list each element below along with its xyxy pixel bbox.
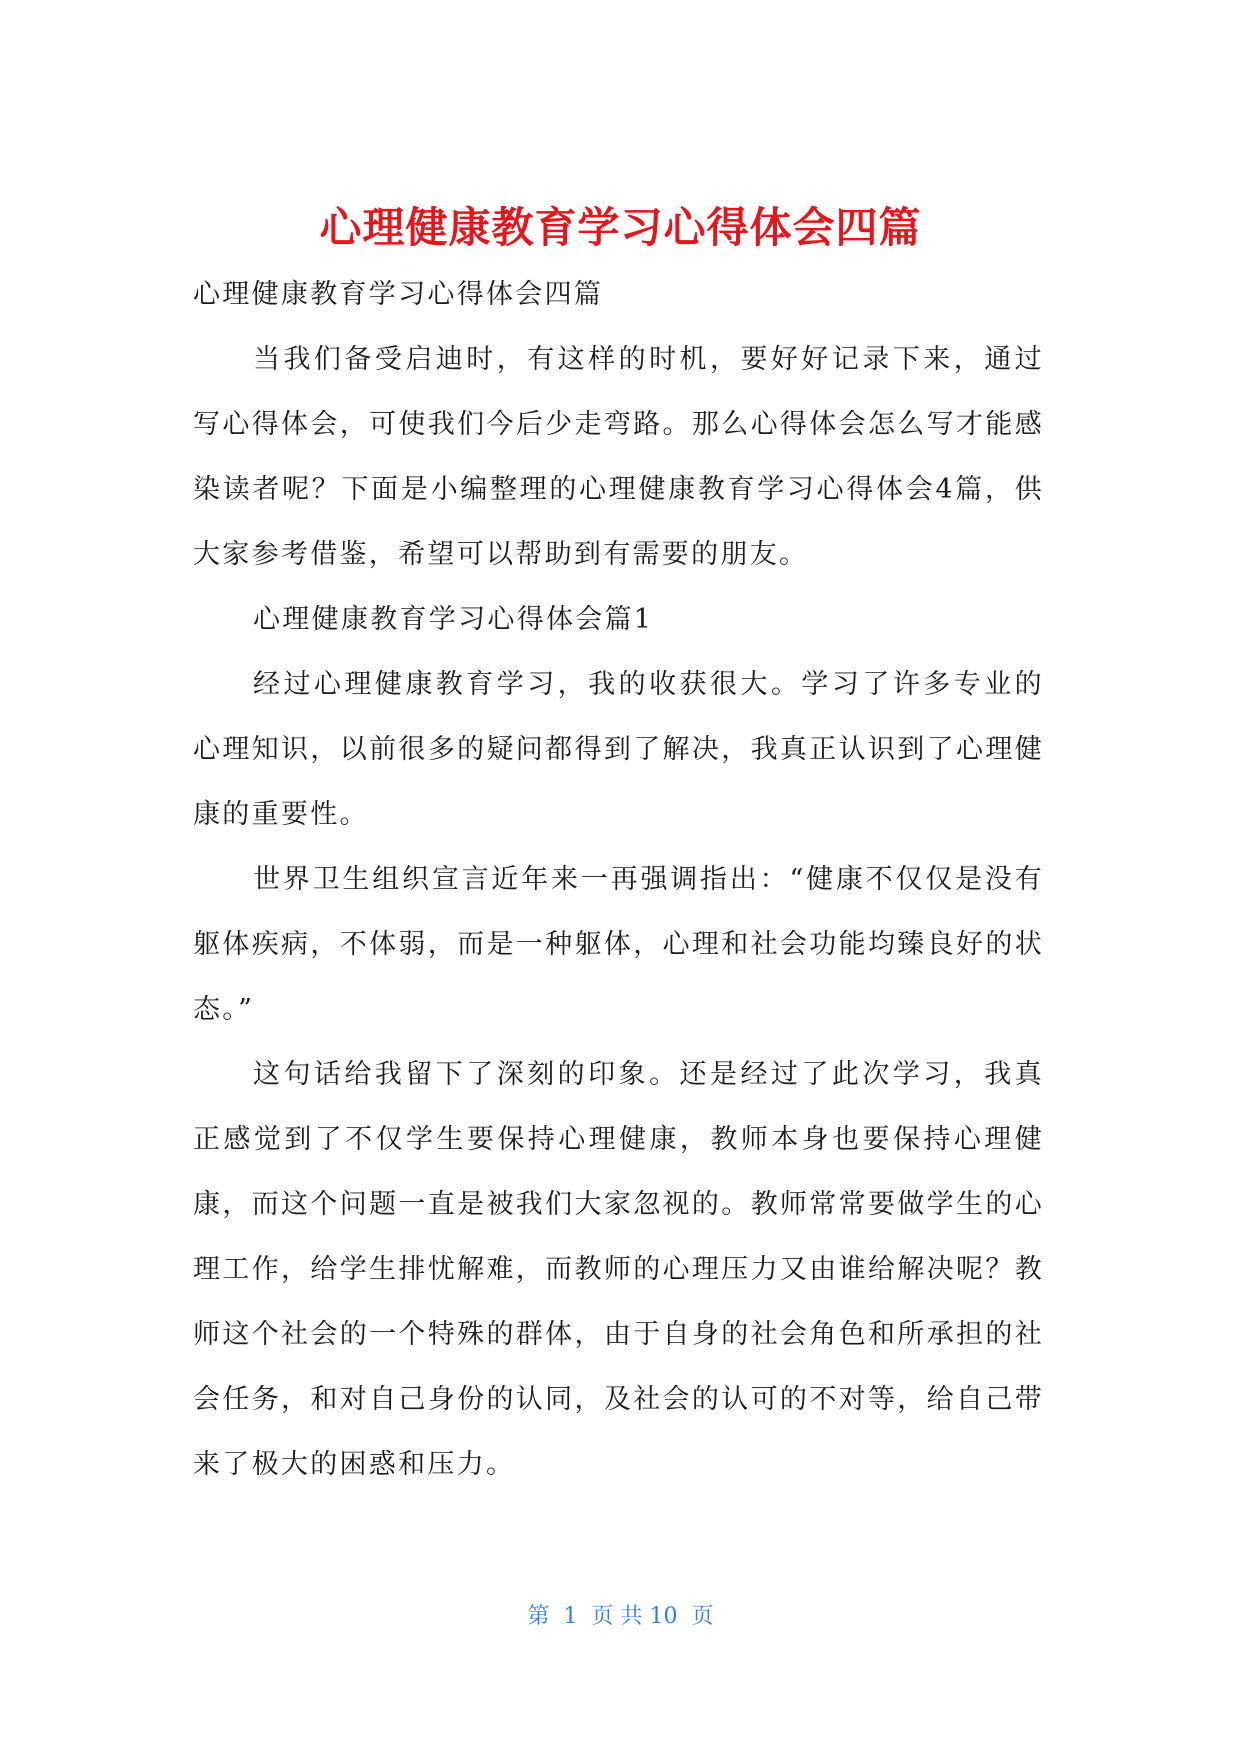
body-paragraph: 经过心理健康教育学习，我的收获很大。学习了许多专业的心理知识，以前很多的疑问都得到了解决，我真正认识到了心理健康的重要性。 bbox=[193, 669, 1044, 830]
section-heading: 心理健康教育学习心得体会篇1 bbox=[253, 604, 654, 635]
body-paragraph: 这句话给我留下了深刻的印象。还是经过了此次学习，我真正感觉到了不仅学生要保持心理健康，教师本身也要保持心理健康，而这个问题一直是被我们大家忽视的。教师常常要做学生的心理工作，给学生排忧解难，而教师的心理压力又由谁给解决呢？教师这个社会的一个特殊的群体，由于自身的社会角色和所承担的社会任务，和对自己身份的认同，及社会的认可的不对等，给自己带来了极大的困惑和压力。 bbox=[193, 1059, 1044, 1480]
page-number-footer: 第 1 页 共 10 页 bbox=[527, 1604, 714, 1629]
body-paragraph: 世界卫生组织宣言近年来一再强调指出：“健康不仅仅是没有躯体疾病，不体弱，而是一种躯体，心理和社会功能均臻良好的状态。” bbox=[193, 864, 1044, 1025]
intro-paragraph: 当我们备受启迪时，有这样的时机，要好好记录下来，通过写心得体会，可使我们今后少走弯路。那么心得体会怎么写才能感染读者呢？下面是小编整理的心理健康教育学习心得体会4篇，供大家参考借鉴，希望可以帮助到有需要的朋友。 bbox=[193, 344, 1044, 570]
subtitle-paragraph: 心理健康教育学习心得体会四篇 bbox=[193, 279, 604, 310]
document-body bbox=[193, 262, 1044, 1497]
document-title: 心理健康教育学习心得体会四篇 bbox=[319, 203, 922, 252]
